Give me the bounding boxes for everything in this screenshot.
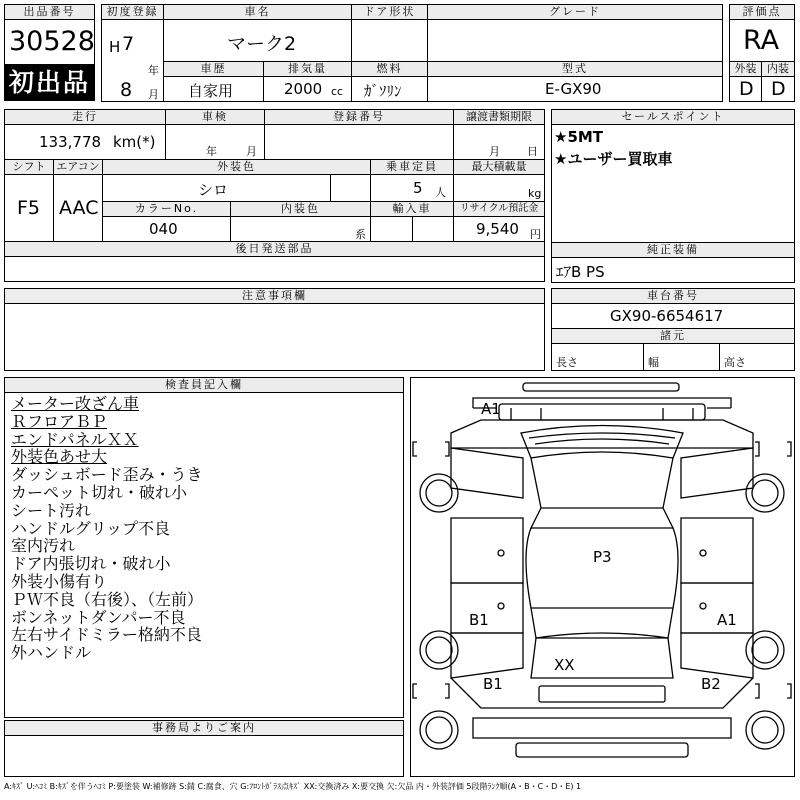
notice-cell — [4, 303, 545, 371]
first-reg-year: 7 — [122, 33, 135, 55]
era: H — [109, 38, 121, 56]
inspection-header: 車検 — [165, 109, 265, 125]
color-cell — [102, 174, 331, 202]
grade-cell — [427, 19, 723, 62]
interior-color-unit: 系 — [355, 228, 366, 241]
exterior-grade: D — [739, 78, 754, 100]
sales-point: ★5MT — [554, 128, 604, 146]
lot-number: 30528 — [9, 26, 95, 57]
note-line: ダッシュボード歪み・うき — [11, 465, 203, 485]
transfer-header: 譲渡書類期限 — [453, 109, 545, 125]
import-cell-a — [370, 216, 413, 242]
history-cell — [163, 76, 264, 102]
exterior-color: シロ — [198, 181, 229, 199]
recycle-header: リサイクル預託金 — [453, 201, 545, 217]
car-name: マーク2 — [227, 33, 297, 55]
year-unit: 年 — [148, 64, 159, 77]
model-header: 型式 — [427, 61, 723, 77]
note-line: ハンドルグリップ不良 — [11, 518, 171, 538]
note-line: 室内汚れ — [11, 536, 76, 556]
recycle-fee: 9,540 — [476, 220, 519, 238]
interior-grade: D — [771, 78, 786, 100]
mileage: 133,778 — [39, 133, 102, 151]
rating-cell — [729, 19, 795, 62]
note-line: カーペット切れ・破れ小 — [11, 482, 188, 502]
color-blank-cell — [330, 174, 371, 202]
rating-header: 評価点 — [729, 4, 795, 20]
capacity-unit: 人 — [435, 186, 446, 199]
first-reg-header: 初度登録 — [101, 4, 164, 20]
lot-no-cell — [4, 19, 95, 65]
office-cell — [4, 735, 404, 777]
chassis-cell — [551, 303, 795, 329]
chassis-header: 車台番号 — [551, 288, 795, 304]
car-diagram — [410, 377, 795, 777]
later-parts-header: 後日発送部品 — [4, 241, 545, 257]
damage-mark: P3 — [593, 548, 612, 566]
fuel-header: 燃料 — [351, 61, 428, 77]
color-no-cell — [102, 216, 231, 242]
shift-header: シフト — [4, 159, 54, 175]
exterior-grade-cell — [729, 76, 762, 102]
note-line: エンドパネルＸＸ — [11, 429, 139, 449]
damage-mark: B1 — [483, 675, 503, 693]
first-listing-badge: 初出品 — [4, 64, 95, 101]
sales-point-cell — [551, 124, 795, 243]
note-line: ボンネットダンパー不良 — [11, 607, 186, 627]
car-diagram-svg — [411, 378, 794, 776]
import-cell-b — [412, 216, 454, 242]
damage-mark: XX — [554, 656, 575, 674]
note-line: 左右サイドミラー格納不良 — [11, 625, 202, 645]
car-name-cell — [163, 19, 352, 62]
note-line: ドア内張切れ・破れ小 — [11, 554, 171, 574]
first-reg-cell — [101, 19, 164, 102]
damage-mark: B1 — [469, 611, 489, 629]
load-header: 最大積載量 — [453, 159, 545, 175]
reg-no-header: 登録番号 — [264, 109, 454, 125]
lot-no-header: 出品番号 — [4, 4, 95, 20]
insp-year-unit: 年 — [206, 145, 217, 158]
damage-mark: A1 — [481, 400, 501, 418]
history-header: 車歴 — [163, 61, 264, 77]
transfer-cell — [453, 124, 545, 160]
door-header: ドア形状 — [351, 4, 428, 20]
model-cell — [427, 76, 723, 102]
office-header: 事務局よりご案内 — [4, 720, 404, 736]
exterior-header: 外装 — [729, 61, 762, 77]
cc-unit: cc — [331, 85, 344, 98]
car-name-header: 車名 — [163, 4, 352, 20]
note-line: ＲフロアＢＰ — [11, 411, 108, 431]
yen-unit: 円 — [530, 228, 541, 241]
transfer-day: 日 — [527, 145, 538, 158]
interior-color-header: 内装色 — [230, 201, 371, 217]
width-label: 幅 — [648, 356, 659, 369]
color-number: 040 — [149, 220, 178, 238]
load-unit: kg — [528, 187, 542, 200]
insp-month-unit: 月 — [246, 145, 257, 158]
air-conditioner: AAC — [59, 197, 99, 219]
note-line: シート汚れ — [11, 500, 92, 520]
note-line: 外装小傷有り — [11, 571, 108, 591]
month-unit: 月 — [148, 88, 159, 101]
rating: RA — [743, 25, 780, 56]
capacity-header: 乗車定員 — [370, 159, 454, 175]
genuine-equipment: ｴｱB PS — [556, 263, 605, 281]
shift: F5 — [17, 197, 41, 219]
legend: A:ｷｽﾞ U:ﾍｺﾐ B:ｷｽﾞを伴うﾍｺﾐ P:要塗装 W:補修跡 S:錆 C:腐食、穴 G:ﾌﾛﾝﾄｶﾞﾗｽ点ｷｽﾞ XX:交換済み X:要交換 欠:欠品 内・外装評価 5段階ﾗﾝｸ順(A・B・C・D・E) 1 — [4, 782, 582, 791]
note-line: ＰＷ不良（右後）、（左前） — [11, 589, 204, 609]
displacement: 2000 — [284, 80, 323, 98]
note-line: 外ハンドル — [11, 643, 92, 663]
inspector-header: 検査員記入欄 — [4, 377, 404, 393]
recycle-cell — [453, 216, 545, 242]
reg-no-cell — [264, 124, 454, 160]
ac-header: エアコン — [53, 159, 103, 175]
color-no-header: カラーNo. — [102, 201, 231, 217]
ac-cell — [53, 174, 103, 242]
later-parts-cell — [4, 256, 545, 282]
capacity: 5 — [413, 179, 423, 197]
interior-color-cell — [230, 216, 371, 242]
notice-header: 注意事項欄 — [4, 288, 545, 304]
inspector-notes — [4, 392, 404, 718]
mileage-header: 走行 — [4, 109, 166, 125]
first-reg-month: 8 — [120, 79, 133, 101]
note-line: 外装色あせ大 — [11, 447, 108, 467]
width-cell — [643, 343, 720, 371]
length-label: 長さ — [556, 356, 578, 369]
genuine-header: 純正装備 — [551, 242, 795, 258]
note-line: メーター改ざん車 — [11, 394, 140, 413]
shift-cell — [4, 174, 54, 242]
displacement-cell — [263, 76, 352, 102]
damage-mark: A1 — [717, 611, 737, 629]
sales-point-header: セールスポイント — [551, 109, 795, 125]
import-header: 輸入車 — [370, 201, 454, 217]
chassis-number: GX90-6654617 — [610, 307, 724, 325]
sales-point: ★ユーザー買取車 — [554, 150, 673, 168]
dims-header: 諸元 — [551, 328, 795, 344]
height-label: 高さ — [724, 356, 746, 369]
damage-mark: B2 — [701, 675, 721, 693]
genuine-cell — [551, 257, 795, 283]
history: 自家用 — [188, 82, 234, 100]
transfer-month: 月 — [489, 145, 500, 158]
fuel-cell — [351, 76, 428, 102]
interior-header: 内装 — [761, 61, 795, 77]
color-header: 外装色 — [102, 159, 371, 175]
capacity-cell — [370, 174, 454, 202]
displacement-header: 排気量 — [263, 61, 352, 77]
interior-grade-cell — [761, 76, 795, 102]
inspection-cell — [165, 124, 265, 160]
height-cell — [719, 343, 795, 371]
grade-header: グレード — [427, 4, 723, 20]
mileage-unit: km(*) — [113, 133, 156, 151]
fuel: ｶﾞｿﾘﾝ — [364, 82, 402, 100]
length-cell — [551, 343, 644, 371]
door-cell — [351, 19, 428, 62]
mileage-cell — [4, 124, 166, 160]
model-code: E-GX90 — [545, 80, 602, 98]
load-cell — [453, 174, 545, 202]
